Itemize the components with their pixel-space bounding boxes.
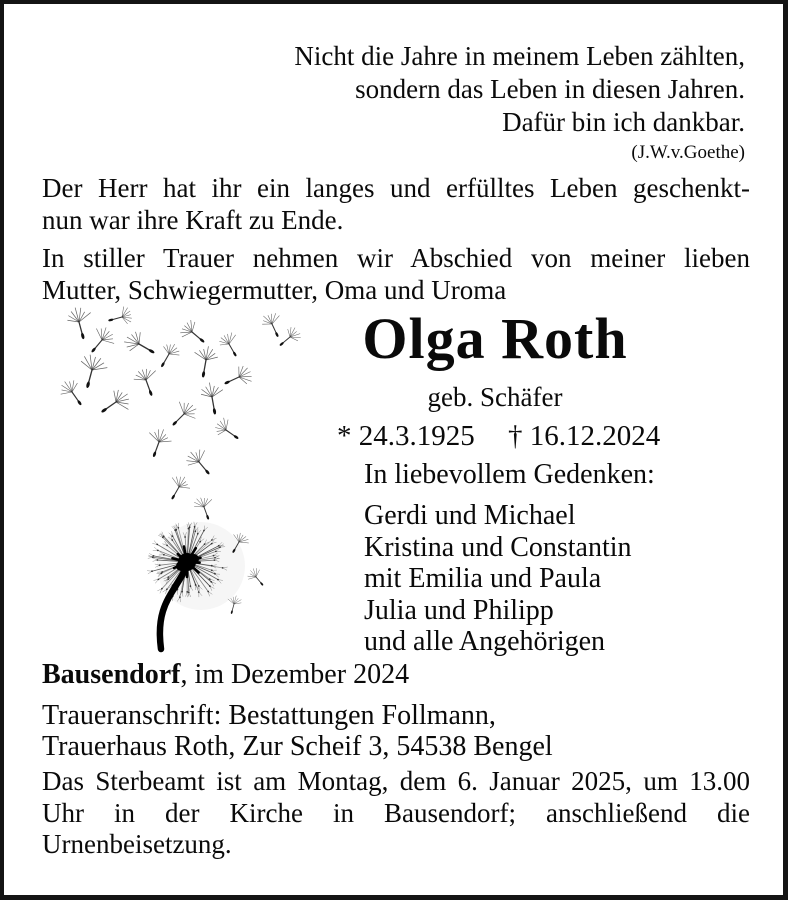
farewell-line: Mutter, Schwiegermutter, Oma und Uroma — [42, 275, 507, 305]
memorial-heading: In liebevollem Gedenken: — [364, 459, 655, 490]
quote-line: Dafür bin ich dankbar. — [502, 107, 745, 137]
deceased-name: Olga Roth — [362, 306, 628, 371]
farewell-paragraph — [42, 242, 750, 306]
mourner-list — [364, 500, 655, 658]
dandelion-illustration — [34, 302, 324, 664]
mourner-line: Kristina und Constantin — [364, 531, 632, 563]
intro-line: nun war ihre Kraft zu Ende. — [42, 205, 344, 235]
farewell-line: In stiller Trauer nehmen wir Abschied von meiner lieben — [42, 243, 750, 273]
mourning-address — [42, 700, 553, 762]
mourner-line: Julia und Philipp — [364, 594, 554, 626]
address-line: Traueranschrift: Bestattungen Follmann, — [42, 700, 496, 731]
mourner-line: und alle Angehörigen — [364, 626, 606, 657]
intro-line: Der Herr hat ihr ein langes und erfülltes Leben geschenkt- — [42, 173, 750, 203]
quote-attribution: (J.W.v.Goethe) — [631, 142, 745, 163]
cross-icon: † — [508, 420, 523, 452]
quote-line: sondern das Leben in diesen Jahren. — [355, 74, 745, 104]
mourner-line: Gerdi und Michael — [364, 500, 576, 531]
service-line: Das Sterbeamt ist am Montag, dem 6. Januar 2025, um 13.00 — [42, 766, 750, 796]
birth-date: 24.3.1925 — [358, 420, 475, 452]
born-icon: * — [337, 420, 352, 452]
address-line: Trauerhaus Roth, Zur Scheif 3, 54538 Bengel — [42, 731, 553, 762]
mourner-line: mit Emilia und Paula — [364, 563, 602, 594]
life-dates — [337, 420, 661, 452]
service-line: Urnenbeisetzung. — [42, 829, 232, 859]
place-date — [42, 659, 409, 691]
memorial-block — [364, 459, 655, 658]
deceased-block — [337, 306, 661, 452]
place-name: Bausendorf — [42, 659, 181, 690]
quote-line: Nicht die Jahre in meinem Leben zählten, — [294, 41, 745, 71]
birth-name: geb. Schäfer — [427, 382, 563, 412]
intro-paragraph — [42, 172, 750, 236]
service-line: Uhr in der Kirche in Bausendorf; anschließend die — [42, 797, 750, 828]
opening-quote — [64, 40, 745, 165]
service-info — [42, 766, 750, 861]
death-date: 16.12.2024 — [529, 420, 661, 452]
date-text: , im Dezember 2024 — [180, 659, 410, 690]
